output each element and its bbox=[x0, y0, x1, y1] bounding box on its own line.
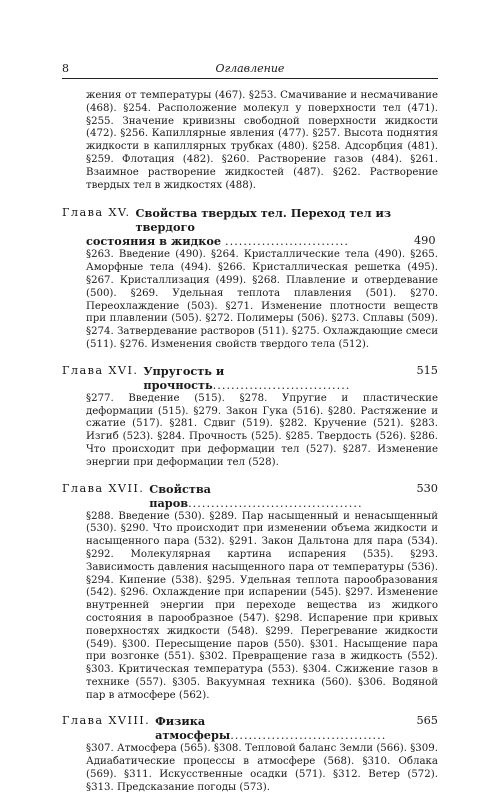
chapter-title: Свойства паров bbox=[149, 481, 212, 510]
chapter-title: Упругость и прочность bbox=[143, 363, 225, 392]
chapter-heading bbox=[62, 714, 438, 743]
chapter-sections bbox=[62, 511, 438, 703]
sections-text: §263. Введение (490). §264. Кристаллические тела (490). §265. Аморфные тела (494). §266. Кристаллическая решетка (495). §267. Кристаллизация (499). §268. Плавление и отвердевание (500). §269. Удельная теплота плавления (501). §270. Переохлаждение (503). §271. Изменение плотности веществ при плавлении (505). §272. Полимеры (506). §273. Сплавы (509). §274. Затвердевание растворов (511). §275. Охлаждающие смеси (511). §276. Изменения свойств твердого тела (512). bbox=[86, 249, 438, 350]
chapter-title-wrap bbox=[155, 714, 412, 743]
chapter-label: Глава XVI. bbox=[62, 363, 139, 377]
chapter-label: Глава XV. bbox=[62, 206, 131, 220]
chapter-xvi bbox=[62, 364, 438, 470]
chapter-heading bbox=[62, 206, 438, 234]
chapter-title-wrap bbox=[149, 482, 412, 511]
chapter-page: 565 bbox=[416, 714, 438, 728]
chapter-label: Глава XVII. bbox=[62, 481, 145, 495]
sections-text: §277. Введение (515). §278. Упругие и пластические деформации (515). §279. Закон Гука (516). §280. Растяжение и сжатие (517). §281. Сдвиг (519). §282. Кручение (521). §283. Изгиб (523). §284. Прочность (525). §285. Твердость (526). §286. Что происходит при деформации тел (527). §287. Изменение энергии при деформации тел (528). bbox=[86, 392, 438, 468]
sections-text: §288. Введение (530). §289. Пар насыщенный и ненасыщенный (530). §290. Что происходит при изменении объема жидкости и насыщенного пара (532). §291. Закон Дальтона для пара (534). §292. Молекулярная картина испарения (535). §293. Зависимость давления насыщенного пара от температуры (536). §294. Кипение (538). §295. Удельная теплота парообразования (542). §296. Охлаждение при испарении (545). §297. Изменение внутренней энергии при переходе вещества из жидкого состояния в парообразное (547). §298. Испарение при кривых поверхностях жидкости (548). §299. Перегревание жидкости (549). §300. Пересыщение паров (550). §301. Насыщение пара при возгонке (551). §302. Превращение газа в жидкость (552). §303. Критическая температура (553). §304. Сжижение газов в технике (557). §305. Вакуумная техника (560). §306. Водяной пар в атмосфере (562). bbox=[86, 510, 438, 701]
chapter-xviii bbox=[62, 714, 438, 794]
leader-dots: .................................. bbox=[230, 729, 387, 743]
chapter-heading-line2 bbox=[62, 234, 438, 249]
chapter-xvii bbox=[62, 482, 438, 703]
page-number: 8 bbox=[62, 62, 69, 75]
chapter-title-line2: состояния в жидкое bbox=[86, 234, 222, 249]
leader-dots: ...................................... bbox=[188, 496, 363, 510]
chapter-page: 490 bbox=[414, 234, 436, 248]
running-title: Оглавление bbox=[215, 62, 285, 75]
chapter-label: Глава XVIII. bbox=[62, 714, 151, 728]
leader-dots: ........................... bbox=[225, 235, 349, 249]
chapter-page: 515 bbox=[416, 363, 438, 377]
chapter-sections bbox=[62, 393, 438, 470]
chapter-heading bbox=[62, 364, 438, 393]
chapter-heading bbox=[62, 482, 438, 511]
sections-text: §307. Атмосфера (565). §308. Тепловой баланс Земли (566). §309. Адиабатические процессы в атмосфере (568). §310. Облака (569). §311. Искусственные осадки (571). §312. Ветер (572). §313. Предсказание погоды (573). bbox=[86, 743, 438, 793]
chapter-sections bbox=[62, 249, 438, 351]
intro-text: жения от температуры (467). §253. Смачивание и несмачивание (468). §254. Расположение молекул у поверхности тел (471). §255. Значение кривизны свободной поверхности жидкости (472). §256. Капиллярные явления (477). §257. Высота поднятия жидкости в капиллярных трубках (480). §258. Адсорбция (481). §259. Флотация (482). §260. Растворение газов (484). §261. Взаимное растворение жидкостей (487). §262. Растворение твердых тел в жидкостях (488). bbox=[86, 90, 438, 191]
toc-content bbox=[62, 90, 438, 795]
chapter-title-wrap bbox=[143, 364, 412, 393]
chapter-xv bbox=[62, 206, 438, 351]
chapter-title: Свойства твердых тел. Переход тел из твердого bbox=[135, 206, 392, 235]
chapter-page: 530 bbox=[416, 481, 438, 495]
running-header bbox=[62, 62, 438, 79]
chapter-sections bbox=[62, 743, 438, 794]
leader-dots: .............................. bbox=[212, 378, 351, 392]
intro-paragraph bbox=[62, 90, 438, 192]
chapter-title: Физика атмосферы bbox=[155, 714, 231, 743]
